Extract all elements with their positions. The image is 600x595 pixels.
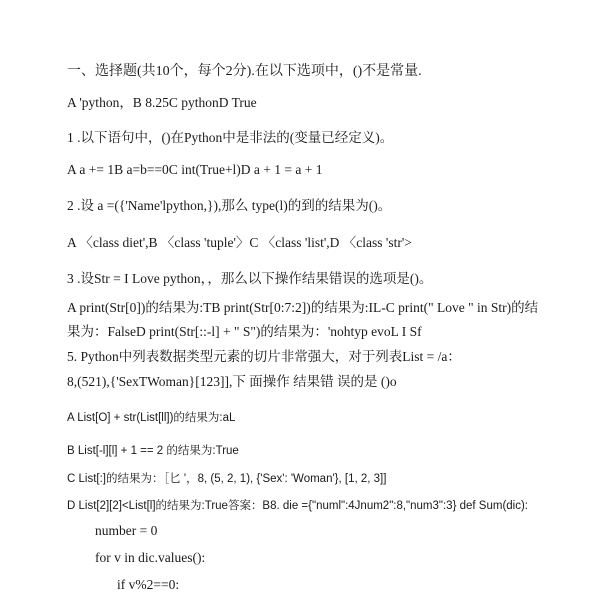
question-stem: 3 .设Str = I Love python，，那么以下操作结果错误的选项是()。 bbox=[67, 271, 433, 286]
question-options-continued: 果为：FalseD print(Str[::-l] + " S")的结果为：'nohtyp evoL I Sf bbox=[67, 324, 422, 339]
code-line: if v%2==0: bbox=[117, 577, 180, 592]
code-line: number = 0 bbox=[95, 523, 158, 538]
question-stem: 5. Python中列表数据类型元素的切片非常强大，对于列表List = /a： bbox=[67, 349, 461, 364]
question-options: A 〈class diet',B 〈class 'tuple'〉C 〈class 'list',D 〈class 'str'> bbox=[67, 235, 412, 250]
question-options: A print(Str[0])的结果为:TB print(Str[0:7:2])的结果为:IL-C print(" Love " in Str)的结 bbox=[67, 300, 539, 315]
answer-option: C List[:]的结果为：［匕 '，8, (5, 2, 1), {'Sex': 'Woman'}, [1, 2, 3]] bbox=[67, 473, 387, 485]
question-options: A 'python，B 8.25C pythonD True bbox=[67, 95, 257, 110]
answer-option: D List[2][2]<List[l]的结果为:True答案：B8. die ={"numl":4Jnum2":8,"num3":3} def Sum(dic): bbox=[67, 500, 528, 512]
question-stem-continued: 8,(521),{'SexTWoman}[123]],下 面操作 结果错 误的是 ()o bbox=[67, 374, 397, 389]
answer-option: B List[-l][l] + 1 == 2 的结果为:True bbox=[67, 445, 239, 457]
section-heading: 一、选择题(共10个，每个2分).在以下选项中，()不是常量. bbox=[67, 64, 422, 79]
question-stem: 2 .设 a =({'Name'lpython,}),那么 type(l)的到的结果为()。 bbox=[67, 198, 392, 213]
code-line: for v in dic.values(): bbox=[95, 550, 206, 565]
question-options: A a += 1B a=b==0C int(True+l)D a + 1 = a + 1 bbox=[67, 162, 323, 177]
question-stem: 1 .以下语句中，()在Python中是非法的(变量已经定义)。 bbox=[67, 130, 394, 145]
answer-option: A List[O] + str(List[ll])的结果为:aL bbox=[67, 412, 236, 424]
